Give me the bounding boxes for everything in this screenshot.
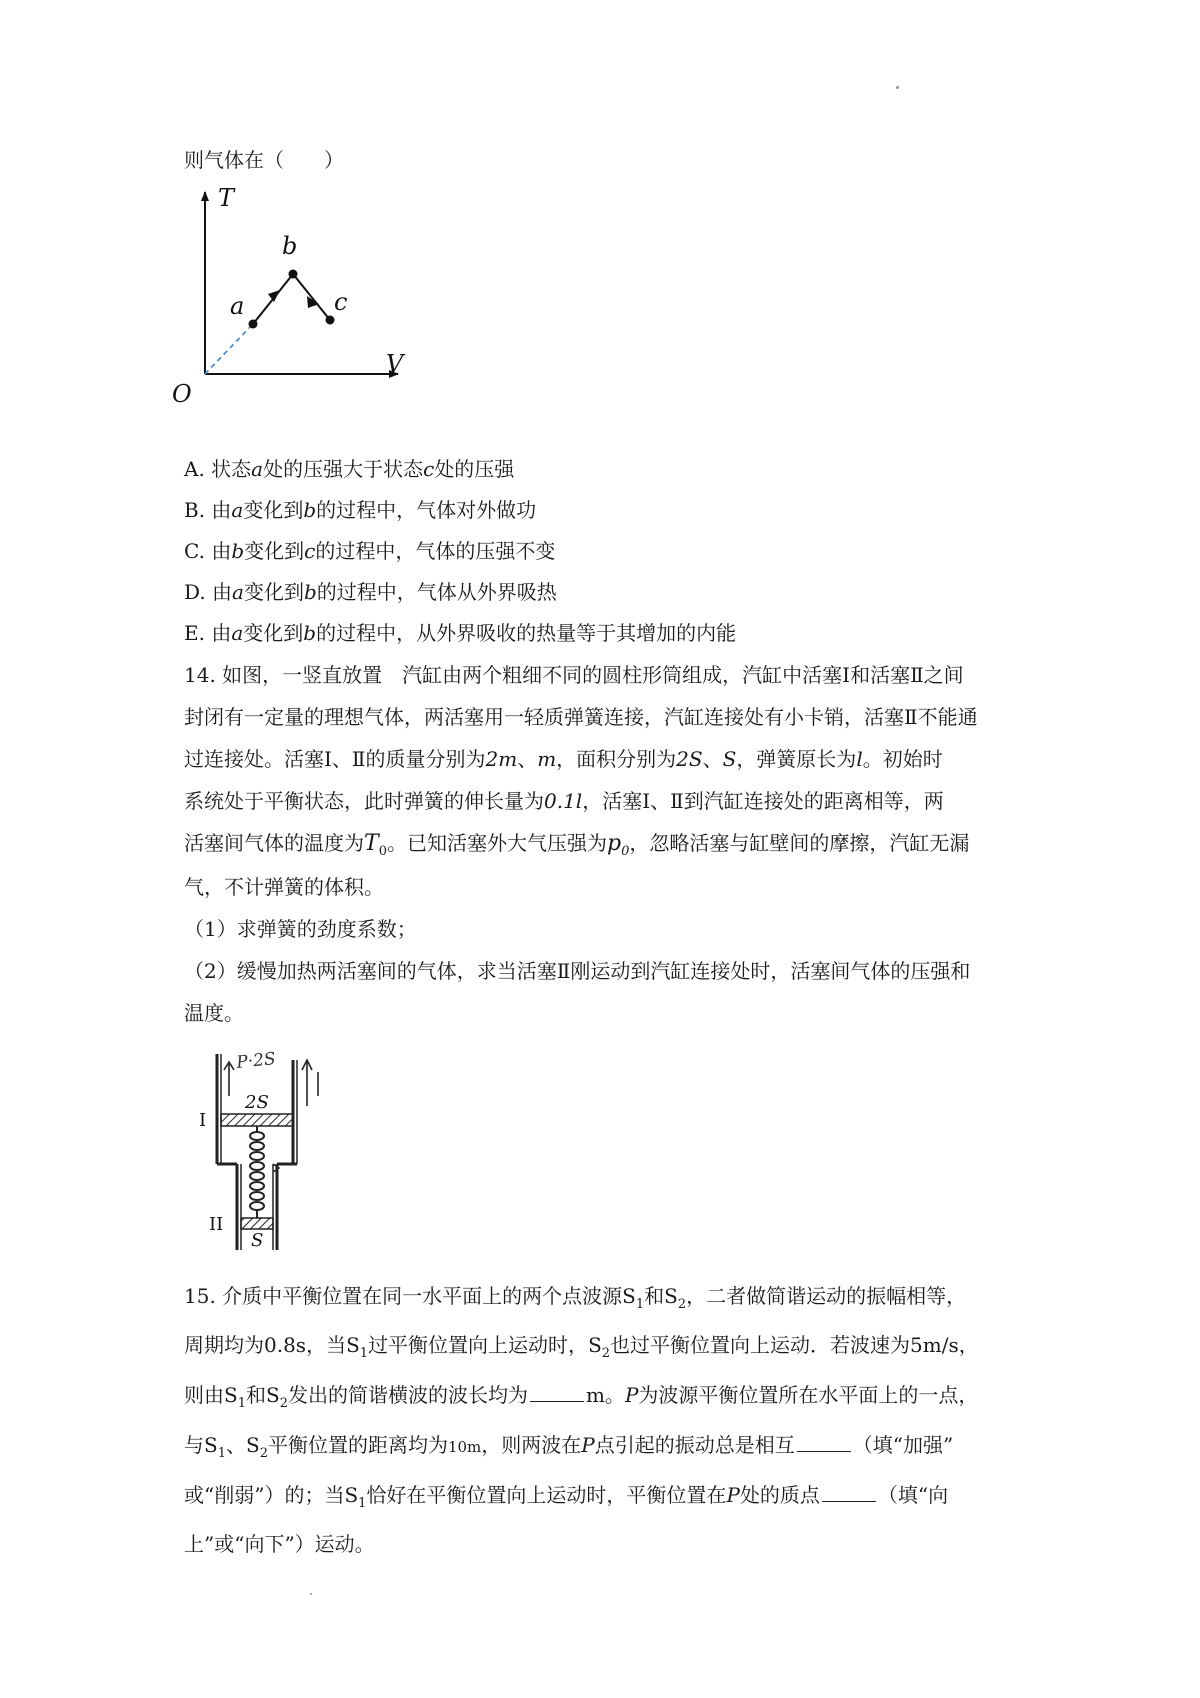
label-o: O — [172, 380, 192, 408]
q14-line-3: 过连接处。活塞Ⅰ、Ⅱ的质量分别为2m、m，面积分别为2S、S，弹簧原长为l。初始时 — [184, 747, 943, 771]
label-2s: 2S — [245, 1092, 269, 1113]
option-b: B. 由a变化到b的过程中，气体对外做功 — [184, 498, 537, 522]
piston-1 — [221, 1114, 293, 1126]
q15-line-5: 或“削弱”）的；当$S_1$恰好在平衡位置向上运动时，平衡位置在P处的质点 （填“向 — [184, 1483, 949, 1511]
label-c: c — [334, 288, 348, 316]
piston-2 — [241, 1218, 273, 1229]
option-a: A. 状态a处的压强大于状态c处的压强 — [184, 457, 515, 481]
q14-line-4: 系统处于平衡状态，此时弹簧的伸长量为0.1l，活塞Ⅰ、Ⅱ到汽缸连接处的距离相等，两 — [184, 789, 944, 813]
q15-line-1: 15. 介质中平衡位置在同一水平面上的两个点波源$S_1$和$S_2$，二者做简谐运动的振幅相等， — [184, 1284, 967, 1312]
cylinder-figure — [195, 1046, 355, 1256]
segment-bc — [293, 274, 330, 320]
dashed-line-oa — [205, 324, 253, 374]
q15-line-3: 则由$S_1$和$S_2$发出的简谐横波的波长均为 m。P为波源平衡位置所在水平面上的一点， — [184, 1383, 979, 1411]
q14-sub-1: （1）求弹簧的劲度系数； — [184, 917, 417, 941]
q14-line-1: 14. 如图，一竖直放置 汽缸由两个粗细不同的圆柱形筒组成，汽缸中活塞Ⅰ和活塞Ⅱ之间 — [184, 663, 964, 687]
tv-graph — [172, 184, 440, 414]
q15-line-6: 上”或“向下”）运动。 — [184, 1532, 375, 1556]
label-t: T — [218, 184, 235, 212]
arrow-ab — [268, 290, 280, 302]
scan-speck-2 — [310, 1593, 312, 1595]
label-b: b — [282, 232, 298, 260]
point-b — [289, 270, 298, 279]
q14-sub-2b: 温度。 — [184, 1001, 244, 1025]
point-a — [249, 320, 258, 329]
answer-blank-2[interactable] — [797, 1433, 851, 1452]
option-c: C. 由b变化到c的过程中，气体的压强不变 — [184, 539, 556, 563]
option-d: D. 由a变化到b的过程中，气体从外界吸热 — [184, 580, 557, 604]
handwriting-p2s: P·2S — [235, 1048, 277, 1073]
point-c — [326, 316, 335, 325]
q15-line-4: 与$S_1$、$S_2$平衡位置的距离均为10m，则两波在P点引起的振动总是相互 （填“加强” — [184, 1433, 954, 1461]
label-v: V — [386, 350, 404, 378]
scan-speck — [896, 86, 899, 89]
label-piston-2: II — [209, 1214, 224, 1235]
q14-line-6: 气，不计弹簧的体积。 — [184, 875, 384, 899]
q14-line-5: 活塞间气体的温度为$T_0$。已知活塞外大气压强为$p_0$，忽略活塞与缸壁间的摩擦，汽缸无漏 — [184, 831, 970, 859]
label-a: a — [230, 292, 245, 320]
spring — [250, 1126, 264, 1218]
q15-line-2: 周期均为0.8s，当$S_1$过平衡位置向上运动时，$S_2$也过平衡位置向上运动．若波速为5m/s， — [184, 1333, 979, 1361]
answer-blank-1[interactable] — [530, 1383, 584, 1402]
answer-blank-3[interactable] — [822, 1483, 876, 1502]
option-e: E. 由a变化到b的过程中，从外界吸收的热量等于其增加的内能 — [184, 621, 737, 645]
q14-line-2: 封闭有一定量的理想气体，两活塞用一轻质弹簧连接，汽缸连接处有小卡销，活塞Ⅱ不能通 — [184, 705, 978, 729]
label-piston-1: I — [199, 1110, 207, 1131]
q13-stem-tail: 则气体在（ ） — [184, 148, 344, 172]
q14-sub-2a: （2）缓慢加热两活塞间的气体，求当活塞Ⅱ刚运动到汽缸连接处时，活塞间气体的压强和 — [184, 959, 971, 983]
label-s: S — [251, 1230, 264, 1251]
